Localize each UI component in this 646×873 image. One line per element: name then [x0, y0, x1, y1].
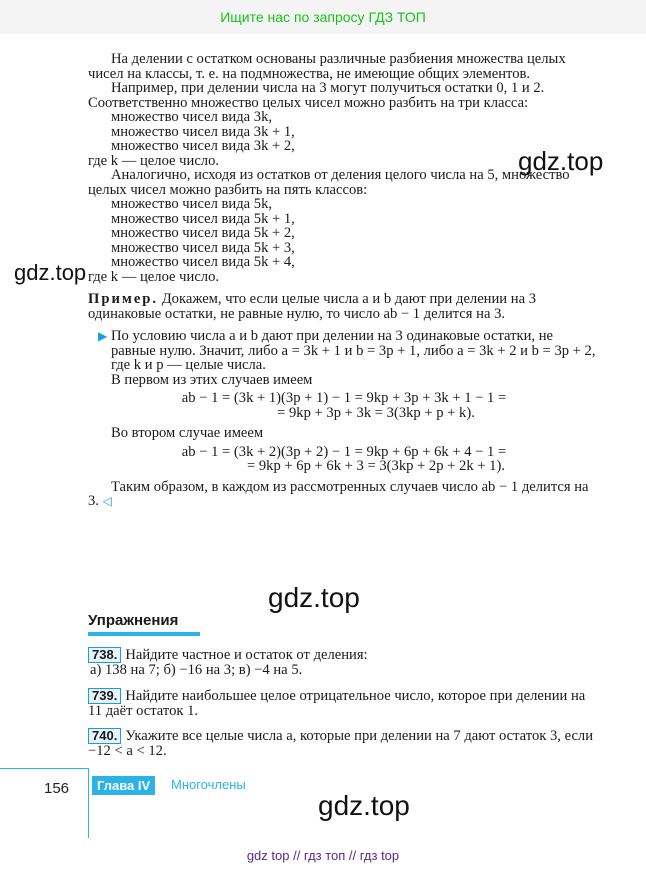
watermark: gdz.top [14, 260, 87, 285]
formula: = 9kp + 6p + 6k + 3 = 3(3kp + 2p + 2k + 1). [247, 458, 505, 474]
watermark: gdz.top [518, 146, 604, 176]
chapter-badge: Глава IV [92, 776, 155, 795]
paragraph: Во втором случае имеем [111, 425, 264, 441]
watermark: gdz.top [318, 790, 410, 821]
classes-list-5 [88, 197, 600, 270]
list-item: множество чисел вида 5k + 2, [111, 225, 295, 241]
list-item: множество чисел вида 3k + 1, [111, 123, 295, 140]
exercise-text: Найдите частное и остаток от деления: [125, 647, 368, 663]
paragraph: Например, при делении числа на 3 могут получиться остатки 0, 1 и 2. Соответственно множество целых чисел можно разбить на три класса: [88, 80, 545, 111]
exercise-739 [88, 688, 600, 719]
formula: ab − 1 = (3k + 2)(3p + 2) − 1 = 9kp + 6p + 6k + 4 − 1 = [181, 443, 507, 460]
list-item: множество чисел вида 5k + 4, [111, 254, 295, 270]
bottom-links[interactable]: gdz top // гдз топ // гдз top [246, 848, 400, 863]
exercise-740 [88, 728, 600, 759]
example [88, 292, 600, 321]
proof-end-icon: ◁ [102, 494, 112, 508]
footer-divider [0, 768, 88, 769]
banner-text: Ищите нас по запросу ГДЗ ТОП [220, 9, 426, 25]
example-label: Пример. [88, 291, 159, 307]
exercise-number: 739. [88, 688, 121, 704]
example-text: Докажем, что если целые числа a и b дают при делении на 3 одинаковые остатки, не равные нулю, то число ab − 1 делится на 3. [88, 291, 536, 322]
list-item: множество чисел вида 5k + 1, [111, 210, 295, 227]
chapter-title: Многочлены [171, 777, 246, 792]
paragraph: На делении с остатком основаны различные разбиения множества целых чисел на классы, т. е. на подмножества, не имеющие общих элементов. [88, 51, 566, 82]
paragraph: где k — целое число. [88, 268, 220, 285]
list-item: множество чисел вида 5k, [111, 196, 273, 212]
exercise-subitems: а) 138 на 7; б) −16 на 3; в) −4 на 5. [90, 662, 303, 678]
heading-underline [88, 632, 200, 636]
proof-start-icon: ▶ [98, 329, 108, 343]
exercise-number: 738. [88, 647, 121, 663]
exercise-number: 740. [88, 728, 121, 744]
top-banner [0, 0, 646, 34]
exercise-text: Укажите все целые числа a, которые при делении на 7 дают остаток 3, если −12 < a < 12. [88, 728, 594, 759]
main-text [88, 52, 600, 509]
proof [88, 329, 600, 373]
exercise-text: Найдите наибольшее целое отрицательное число, которое при делении на 11 даёт остаток 1. [88, 688, 586, 719]
conclusion [88, 480, 600, 509]
formula: = 9kp + 3p + 3k = 3(3kp + p + k). [277, 404, 475, 421]
exercise-738 [88, 647, 600, 678]
footer-divider-vertical [88, 768, 89, 838]
list-item: множество чисел вида 3k + 2, [111, 138, 295, 154]
conclusion-text: Таким образом, в каждом из рассмотренных случаев число ab − 1 делится на 3. [88, 478, 589, 509]
paragraph: В первом из этих случаев имеем [111, 371, 313, 388]
watermark: gdz.top [268, 582, 360, 613]
list-item: множество чисел вида 5k + 3, [111, 239, 295, 256]
proof-text: По условию числа a и b дают при делении на 3 одинаковые остатки, не равные нулю. Значит, либо a = 3k + 1 и b = 3p + 1, либо a = 3k + 2 и b = 3p + 2, где k и p — целые числа. [111, 328, 596, 373]
exercises-heading: Упражнения [88, 612, 179, 629]
paragraph: где k — целое число. [88, 152, 220, 169]
paragraph: Аналогично, исходя из остатков от деления целого числа на 5, множество целых чисел можно разбить на пять классов: [88, 167, 570, 198]
page-number: 156 [44, 780, 70, 797]
list-item: множество чисел вида 3k, [111, 109, 273, 125]
formula: ab − 1 = (3k + 1)(3p + 1) − 1 = 9kp + 3p + 3k + 1 − 1 = [181, 390, 507, 406]
